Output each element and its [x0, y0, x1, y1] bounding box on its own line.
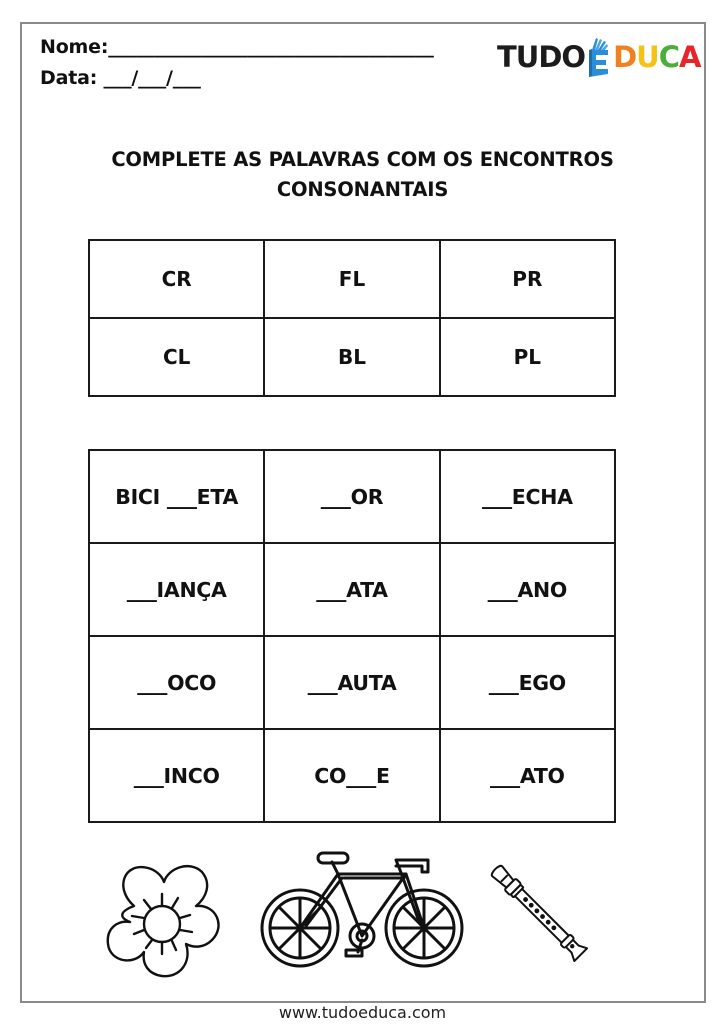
- bicycle-icon: [258, 848, 466, 970]
- word-cell[interactable]: ___ANO: [440, 543, 615, 636]
- cluster-cell: PL: [440, 318, 615, 396]
- word-cell[interactable]: ___OR: [264, 450, 439, 543]
- website-url[interactable]: www.tudoeduca.com: [278, 1003, 447, 1022]
- word-cell[interactable]: ___INCO: [89, 729, 264, 822]
- word-cell[interactable]: BICI ___ETA: [89, 450, 264, 543]
- flute-icon: [478, 852, 600, 974]
- title-line-2: CONSONANTAIS: [276, 178, 449, 201]
- table-row: [89, 729, 615, 822]
- logo-text-tudo: TUDO: [497, 40, 586, 74]
- cluster-cell: CR: [89, 240, 264, 318]
- table-row: [89, 543, 615, 636]
- word-cell[interactable]: ___IANÇA: [89, 543, 264, 636]
- consonant-clusters-table: [88, 239, 616, 397]
- name-field[interactable]: Nome:___________________________________: [40, 36, 434, 58]
- word-cell[interactable]: ___ATO: [440, 729, 615, 822]
- word-cell[interactable]: ___ECHA: [440, 450, 615, 543]
- exercise-title: [60, 145, 665, 205]
- table-row: [89, 240, 615, 318]
- cluster-cell: CL: [89, 318, 264, 396]
- logo-letter-a: A: [679, 40, 701, 74]
- flower-icon: [104, 858, 224, 980]
- date-field[interactable]: Data: ___/___/___: [40, 67, 201, 89]
- logo-letter-c: C: [658, 40, 679, 74]
- logo-letter-d: D: [613, 40, 637, 74]
- tudoeduca-logo: [497, 30, 702, 78]
- cluster-cell: BL: [264, 318, 439, 396]
- cluster-cell: FL: [264, 240, 439, 318]
- cluster-cell: PR: [440, 240, 615, 318]
- table-row: [89, 318, 615, 396]
- table-row: [89, 636, 615, 729]
- word-cell[interactable]: ___EGO: [440, 636, 615, 729]
- table-row: [89, 450, 615, 543]
- book-e-icon: [586, 36, 612, 78]
- word-cell[interactable]: ___AUTA: [264, 636, 439, 729]
- word-cell[interactable]: CO___E: [264, 729, 439, 822]
- word-cell[interactable]: ___ATA: [264, 543, 439, 636]
- title-line-1: COMPLETE AS PALAVRAS COM OS ENCONTROS: [111, 148, 614, 171]
- logo-letter-u: U: [636, 40, 659, 74]
- word-cell[interactable]: ___OCO: [89, 636, 264, 729]
- words-to-complete-table: [88, 449, 616, 823]
